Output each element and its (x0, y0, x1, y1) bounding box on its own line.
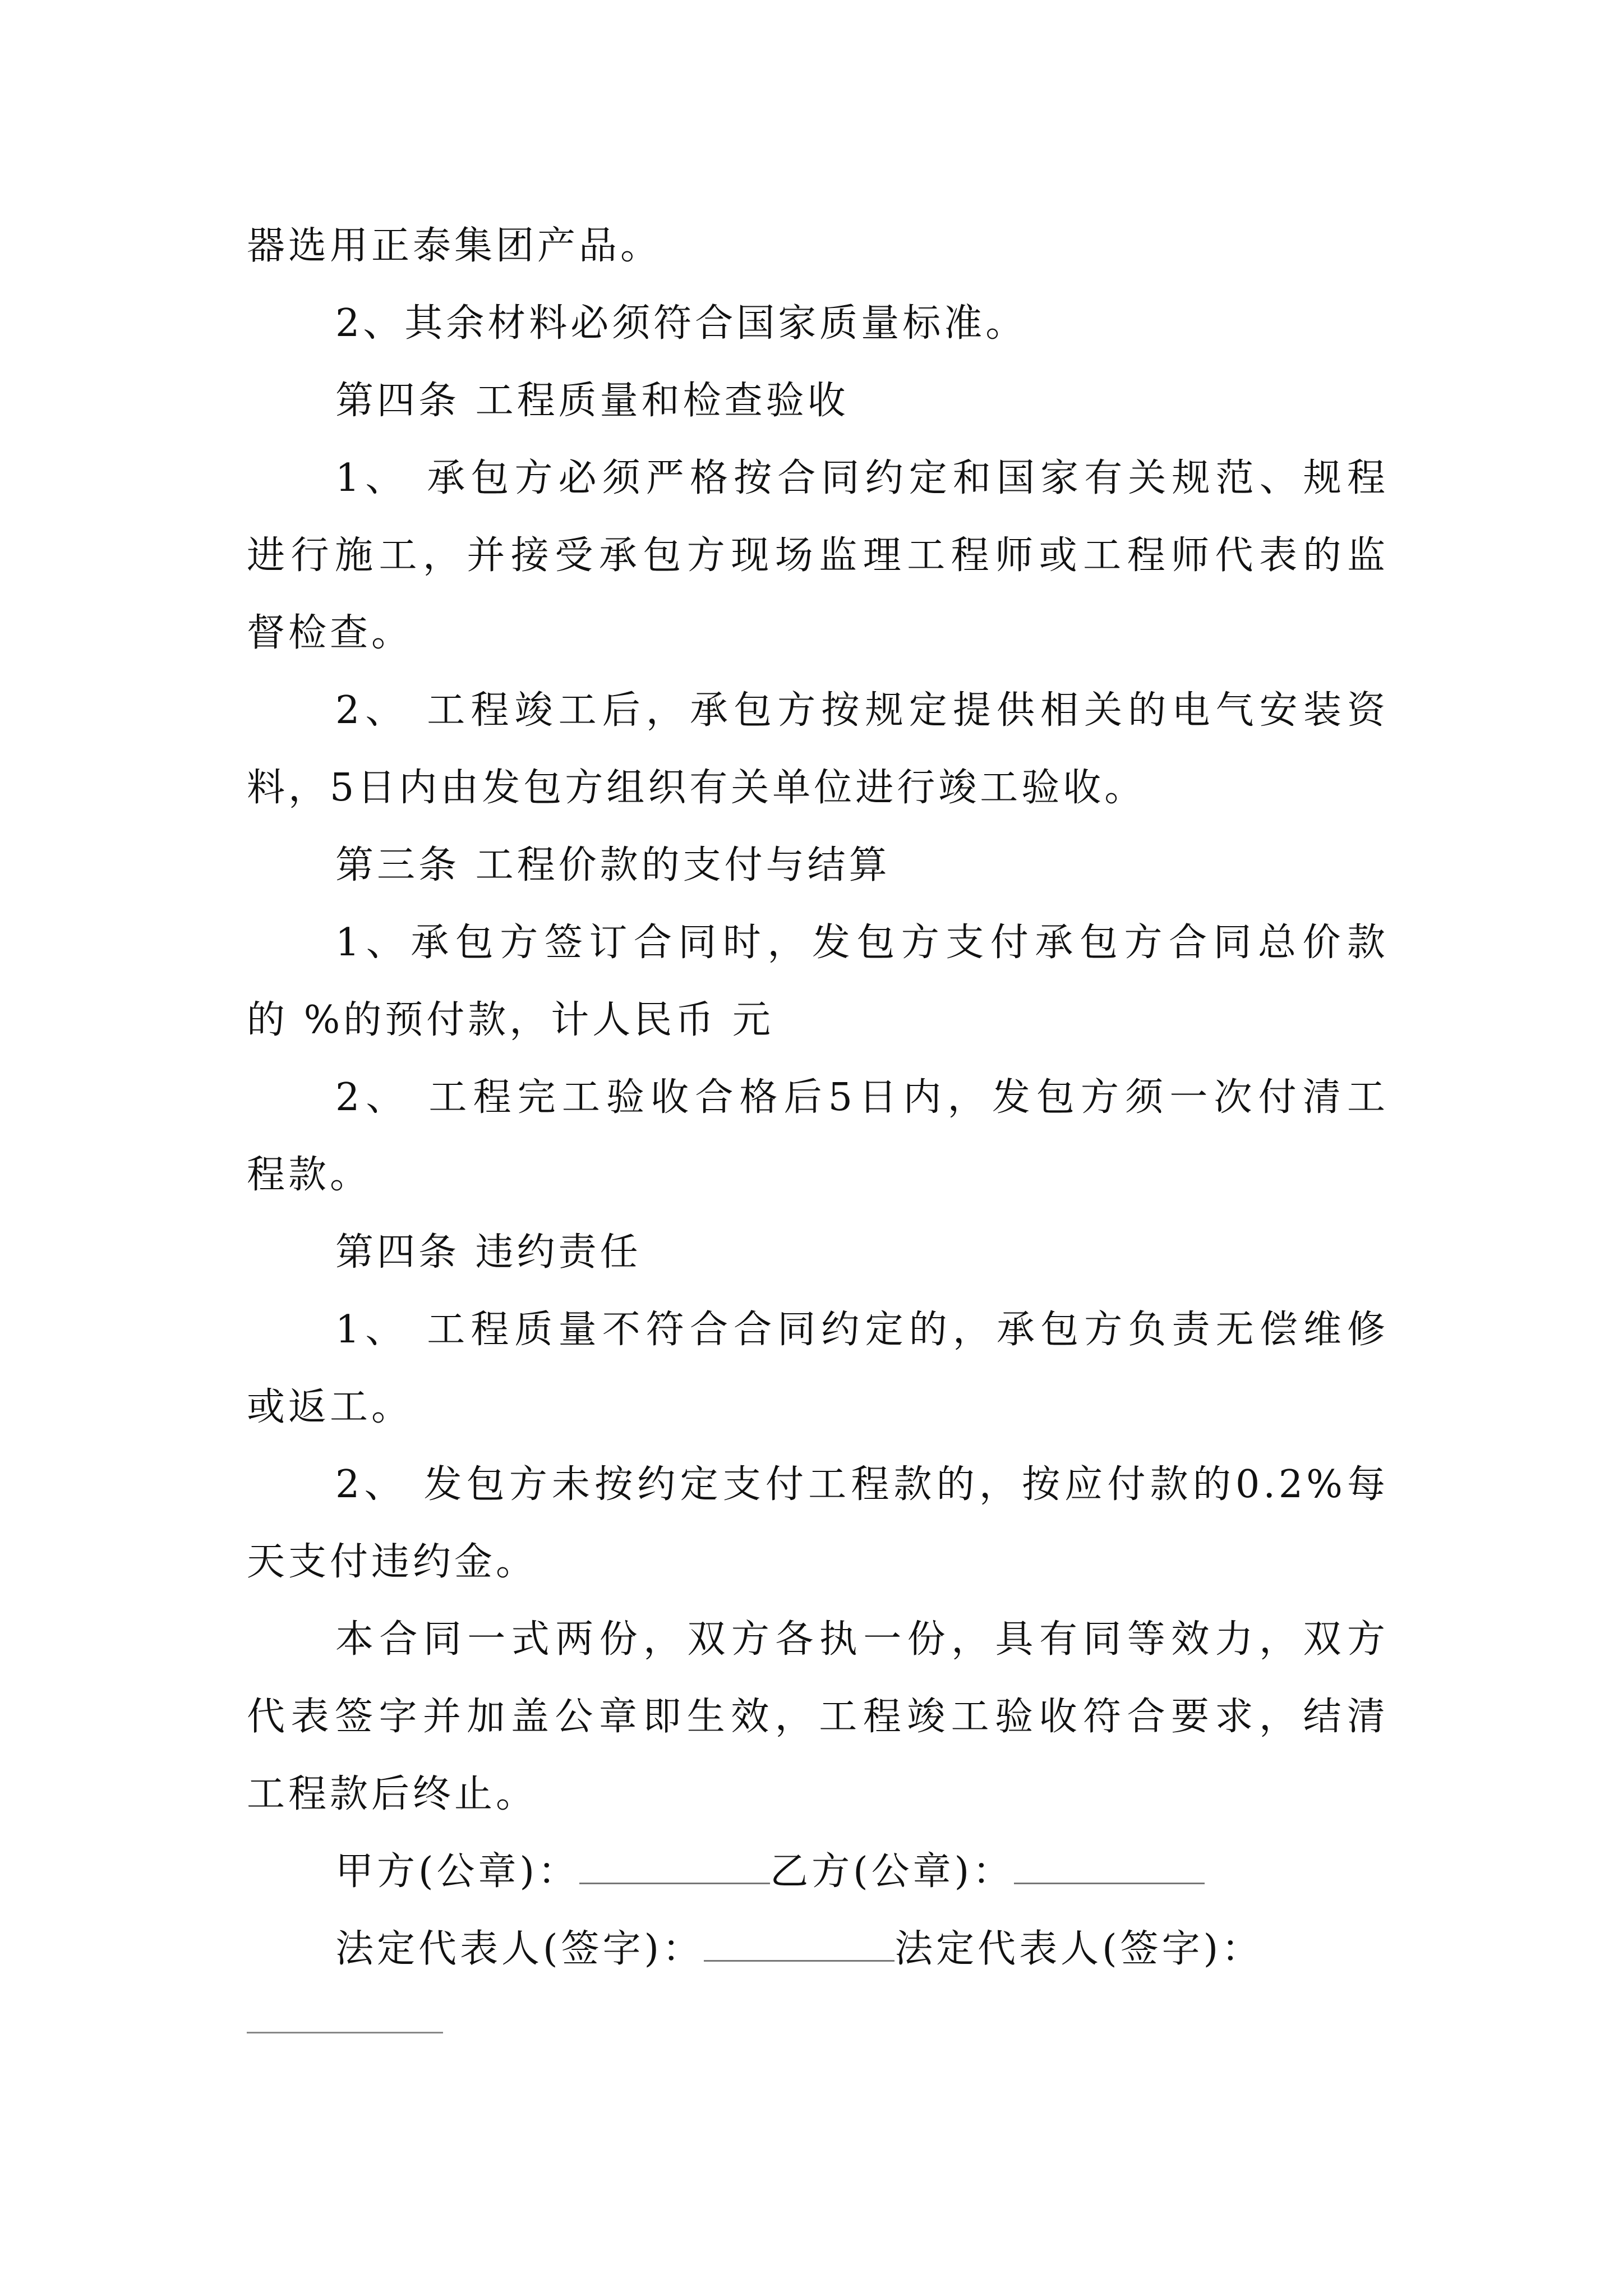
text-line: 进行施工，并接受承包方现场监理工程师或工程师代表的监 (247, 533, 1389, 578)
signature-row-seal (247, 1833, 1389, 1911)
text-line: 2、 发包方未按约定支付工程款的，按应付款的0.2%每 (335, 1462, 1389, 1507)
text-line: 天支付违约金。 (247, 1540, 538, 1584)
text-line: 代表签字并加盖公章即生效，工程竣工验收符合要求，结清 (247, 1695, 1389, 1739)
text-line: 的 %的预付款，计人民币 元 (247, 998, 774, 1042)
party-b-seal-blank[interactable] (1014, 1849, 1205, 1884)
section-heading: 第三条 工程价款的支付与结算 (335, 843, 891, 887)
text-line: 1、承包方签订合同时，发包方支付承包方合同总价款 (335, 921, 1389, 965)
section-heading: 第四条 工程质量和检查验收 (335, 379, 849, 423)
party-a-seal-label: 甲方(公章)： (335, 1849, 580, 1894)
text-line: 程款。 (247, 1153, 372, 1197)
text-line: 料，5日内由发包方组织有关单位进行竣工验收。 (247, 766, 1146, 810)
party-b-rep-blank[interactable] (247, 2032, 443, 2033)
party-a-rep-label: 法定代表人(签字)： (335, 1927, 704, 1971)
text-line: 2、 工程完工验收合格后5日内，发包方须一次付清工 (335, 1075, 1389, 1120)
text-line: 本合同一式两份，双方各执一份，具有同等效力，双方 (335, 1617, 1389, 1662)
text-line: 工程款后终止。 (247, 1772, 538, 1816)
text-line: 1、 承包方必须严格按合同约定和国家有关规范、规程 (335, 456, 1389, 500)
party-b-rep-label: 法定代表人(签字)： (895, 1927, 1264, 1971)
party-b-seal-label: 乙方(公章)： (770, 1849, 1015, 1894)
party-a-rep-blank[interactable] (704, 1926, 895, 1962)
text-line: 1、 工程质量不符合合同约定的，承包方负责无偿维修 (335, 1308, 1389, 1352)
section-heading: 第四条 违约责任 (335, 1230, 642, 1274)
text-line: 2、其余材料必须符合国家质量标准。 (335, 301, 1027, 346)
text-line: 器选用正泰集团产品。 (247, 224, 662, 268)
contract-text (247, 208, 1389, 1988)
signature-row-representative (247, 1911, 1389, 1988)
text-line: 督检查。 (247, 611, 413, 655)
text-line: 2、 工程竣工后，承包方按规定提供相关的电气安装资 (335, 688, 1389, 733)
text-line: 或返工。 (247, 1385, 413, 1429)
party-a-seal-blank[interactable] (579, 1849, 770, 1884)
